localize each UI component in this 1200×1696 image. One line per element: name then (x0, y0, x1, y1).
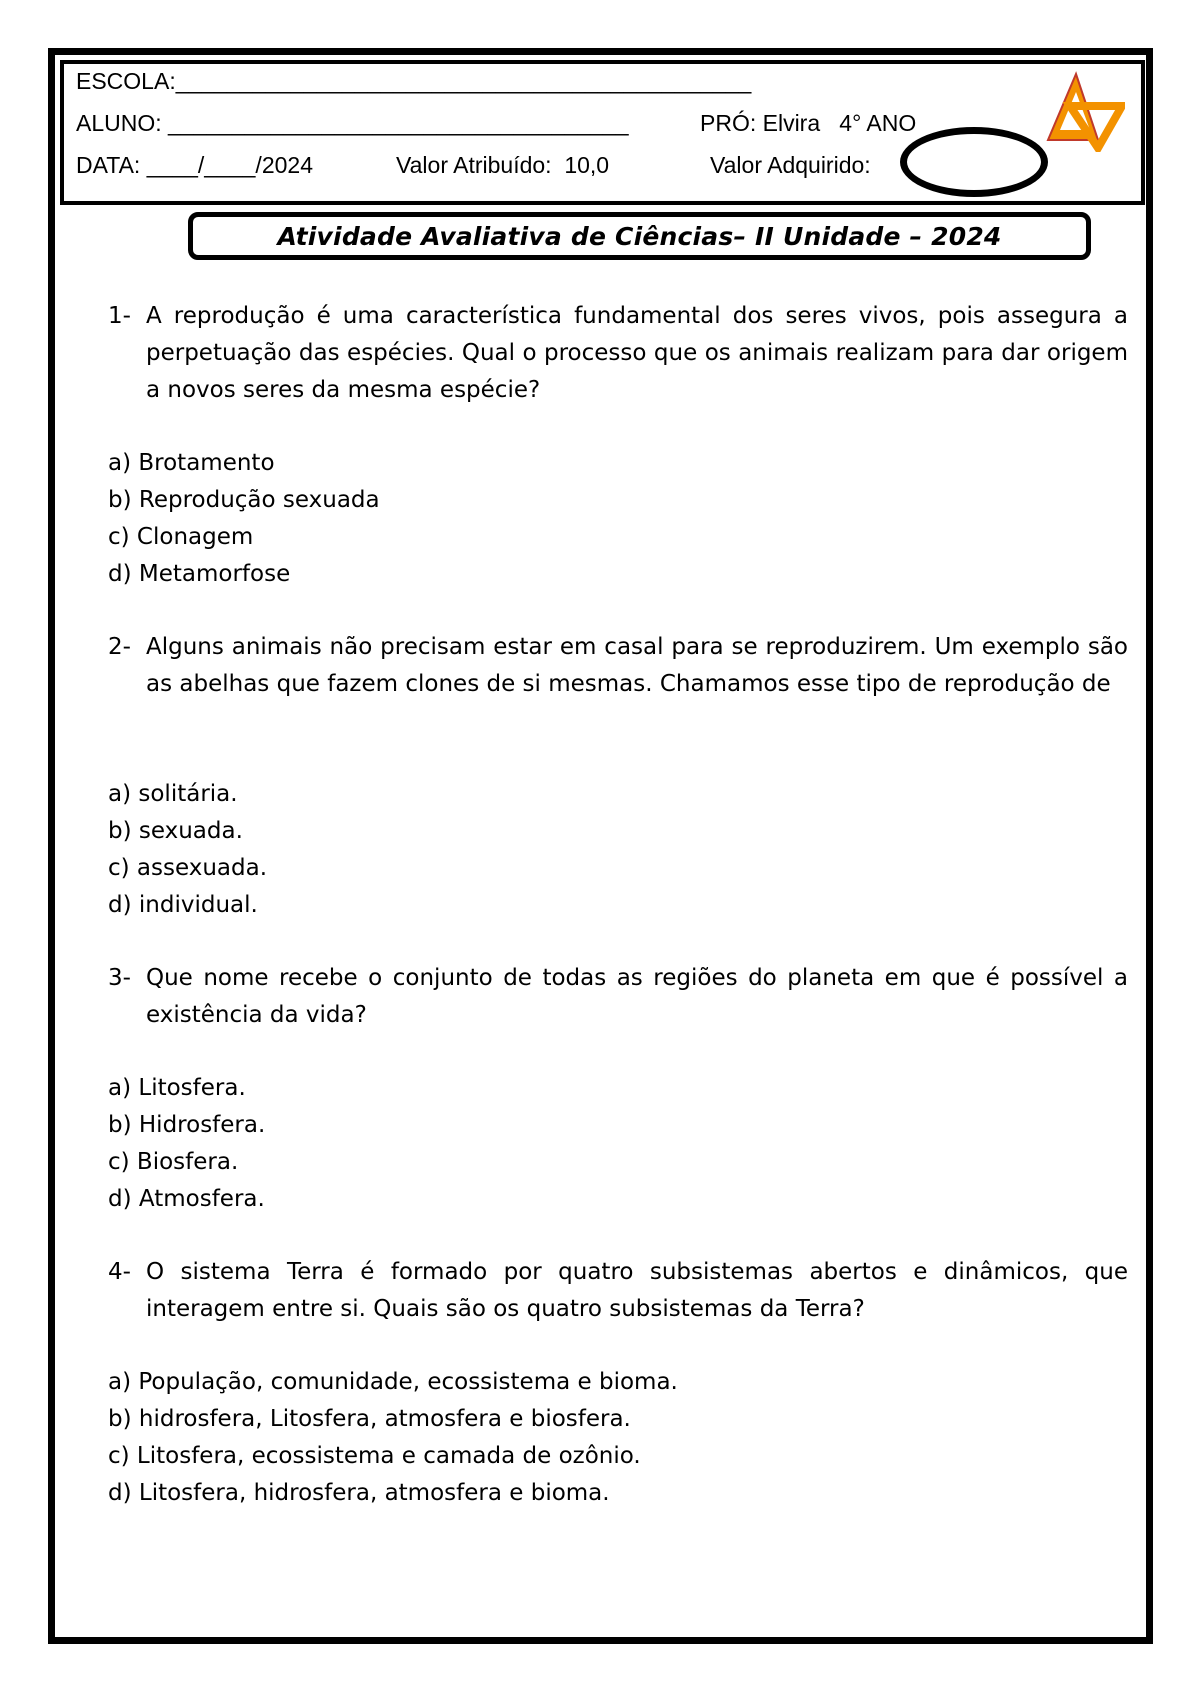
activity-title: Atividade Avaliativa de Ciências– II Unidade – 2024 (277, 221, 1002, 251)
q4-option-b: b) hidrosfera, Litosfera, atmosfera e biosfera. (108, 1406, 631, 1432)
q3-option-a: a) Litosfera. (108, 1075, 246, 1101)
school-logo-icon (1040, 70, 1125, 152)
question-3 (108, 960, 1128, 1034)
q1-option-c: c) Clonagem (108, 524, 254, 550)
assigned-value-label: Valor Atribuído: 10,0 (396, 152, 610, 178)
q4-option-c: c) Litosfera, ecossistema e camada de ozônio. (108, 1443, 641, 1469)
question-number: 3- (108, 965, 131, 991)
acquired-value-label: Valor Adquirido: (710, 152, 871, 178)
q1-option-a: a) Brotamento (108, 450, 275, 476)
q4-option-d: d) Litosfera, hidrosfera, atmosfera e bioma. (108, 1480, 610, 1506)
question-text: O sistema Terra é formado por quatro subsistemas abertos e dinâmicos, que interagem entre si. Quais são os quatro subsistemas da Terra? (146, 1259, 1128, 1322)
question-number: 1- (108, 303, 131, 329)
q4-option-a: a) População, comunidade, ecossistema e bioma. (108, 1369, 678, 1395)
question-1 (108, 298, 1128, 409)
q3-option-c: c) Biosfera. (108, 1149, 239, 1175)
question-4 (108, 1254, 1128, 1328)
q2-option-b: b) sexuada. (108, 818, 243, 844)
q2-option-a: a) solitária. (108, 781, 238, 807)
question-text: A reprodução é uma característica fundamental dos seres vivos, pois assegura a perpetuação das espécies. Qual o processo que os animais realizam para dar origem a novos seres da mesma espécie? (146, 303, 1128, 403)
q3-option-d: d) Atmosfera. (108, 1186, 265, 1212)
date-field: DATA: ____/____/2024 (76, 152, 313, 178)
school-field: ESCOLA:_____________________________________________ (76, 68, 752, 94)
student-field: ALUNO: ____________________________________ (76, 110, 629, 136)
q2-option-d: d) individual. (108, 892, 258, 918)
q1-option-d: d) Metamorfose (108, 561, 291, 587)
q1-option-b: b) Reprodução sexuada (108, 487, 380, 513)
activity-title-box (188, 212, 1091, 260)
q3-option-b: b) Hidrosfera. (108, 1112, 266, 1138)
question-2 (108, 629, 1128, 703)
question-number: 2- (108, 634, 131, 660)
q2-option-c: c) assexuada. (108, 855, 268, 881)
teacher-grade-label: PRÓ: Elvira 4° ANO (700, 110, 917, 136)
grade-oval (900, 127, 1048, 197)
question-number: 4- (108, 1259, 131, 1285)
question-text: Que nome recebe o conjunto de todas as regiões do planeta em que é possível a existência da vida? (146, 965, 1128, 1028)
question-text: Alguns animais não precisam estar em casal para se reproduzirem. Um exemplo são as abelhas que fazem clones de si mesmas. Chamamos esse tipo de reprodução de (146, 634, 1128, 697)
